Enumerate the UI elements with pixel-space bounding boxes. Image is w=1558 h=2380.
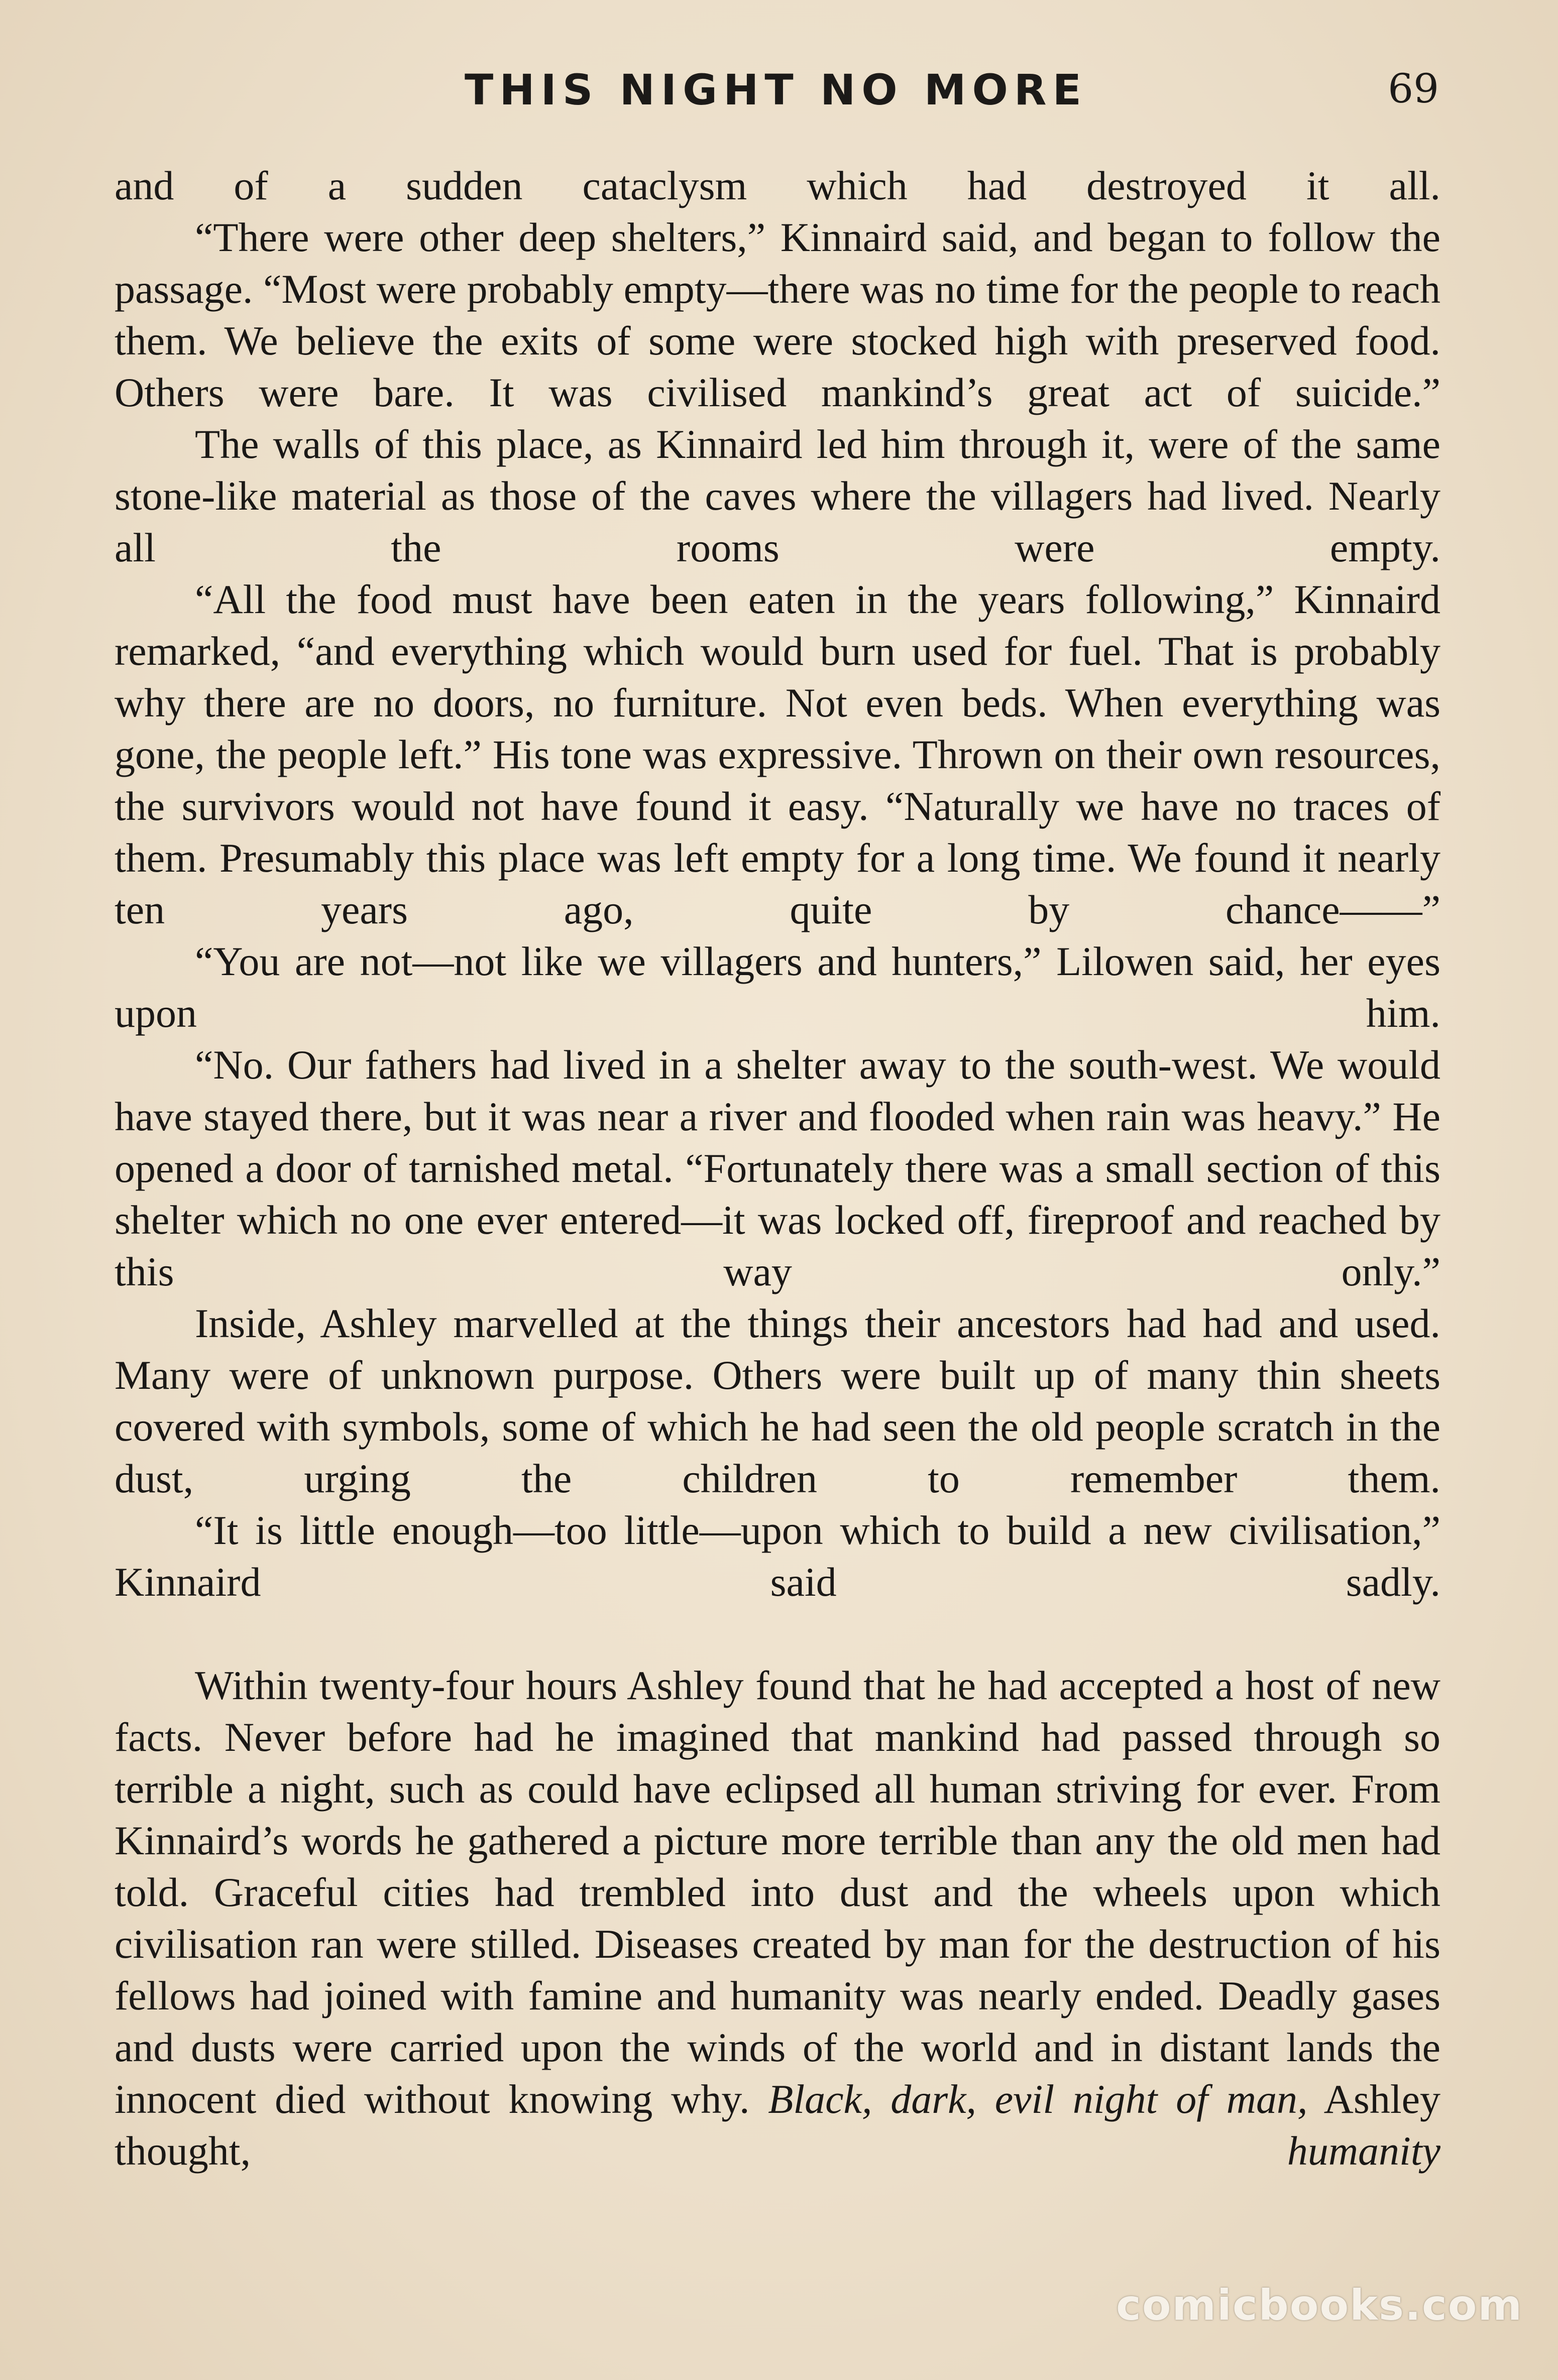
paragraph-7: Inside, Ashley marvelled at the things their ancestors had had and used. Many were of unknown purpose. Others were built up of many thin sheets covered with symbols, some of which he had seen the old people scratch in the dust, urging the children to remember them.	[115, 1300, 1440, 1501]
paragraph-4: “All the food must have been eaten in the years following,” Kinnaird remarked, “and everything which would burn used for fuel. That is probably why there are no doors, no furniture. Not even beds. When everything was gone, the people left.” His tone was expressive. Thrown on their own resources, the survivors would not have found it easy. “Naturally we have no traces of them. Presumably this place was left empty for a long time. We found it nearly ten years ago, quite by chance——”	[115, 576, 1440, 932]
paragraph-9-italic-2: humanity	[1287, 2128, 1440, 2174]
page-header	[113, 65, 1439, 126]
paragraph-2: “There were other deep shelters,” Kinnaird said, and began to follow the passage. “Most were probably empty—there was no time for the people to reach them. We believe the exits of some were stocked high with preserved food. Others were bare. It was civilised mankind’s great act of suicide.”	[115, 214, 1440, 415]
paragraph-9	[115, 1659, 1440, 2177]
paragraph-1: and of a sudden cataclysm which had destroyed it all.	[115, 163, 1440, 208]
paragraph-9-text: Within twenty-four hours Ashley found that he had accepted a host of new facts. Never before had he imagined that mankind had passed through so terrible a night, such as could have eclipsed all human striving for ever. From Kinnaird’s words he gathered a picture more terrible than any the old men had told. Graceful cities had trembled into dust and the wheels upon which civilisation ran were stilled. Diseases created by man for the destruction of his fellows had joined with famine and humanity was nearly ended. Deadly gases and dusts were carried upon the winds of the world and in distant lands the innocent died without knowing why.	[115, 1662, 1440, 2122]
page-number: 69	[1388, 65, 1439, 112]
paragraph-6: “No. Our fathers had lived in a shelter away to the south-west. We would have stayed there, but it was near a river and flooded when rain was heavy.” He opened a door of tarnished metal. “Fortunately there was a small section of this shelter which no one ever entered—it was locked off, fireproof and reached by this way only.”	[115, 1042, 1440, 1294]
paragraph-8: “It is little enough—too little—upon which to build a new civilisation,” Kinnaird said sadly.	[115, 1507, 1440, 1605]
paragraph-9-text-middle: Ashley thought,	[115, 2076, 1440, 2174]
watermark: comicbooks.com	[1116, 2281, 1523, 2330]
paragraph-3: The walls of this place, as Kinnaird led him through it, were of the same stone-like material as those of the caves where the villagers had lived. Nearly all the rooms were empty.	[115, 421, 1440, 570]
running-title: THIS NIGHT NO MORE	[465, 65, 1087, 114]
paragraph-5: “You are not—not like we villagers and hunters,” Lilowen said, her eyes upon him.	[115, 938, 1440, 1036]
body-text	[115, 160, 1440, 2177]
paragraph-9-italic-1: Black, dark, evil night of man,	[768, 2076, 1308, 2122]
